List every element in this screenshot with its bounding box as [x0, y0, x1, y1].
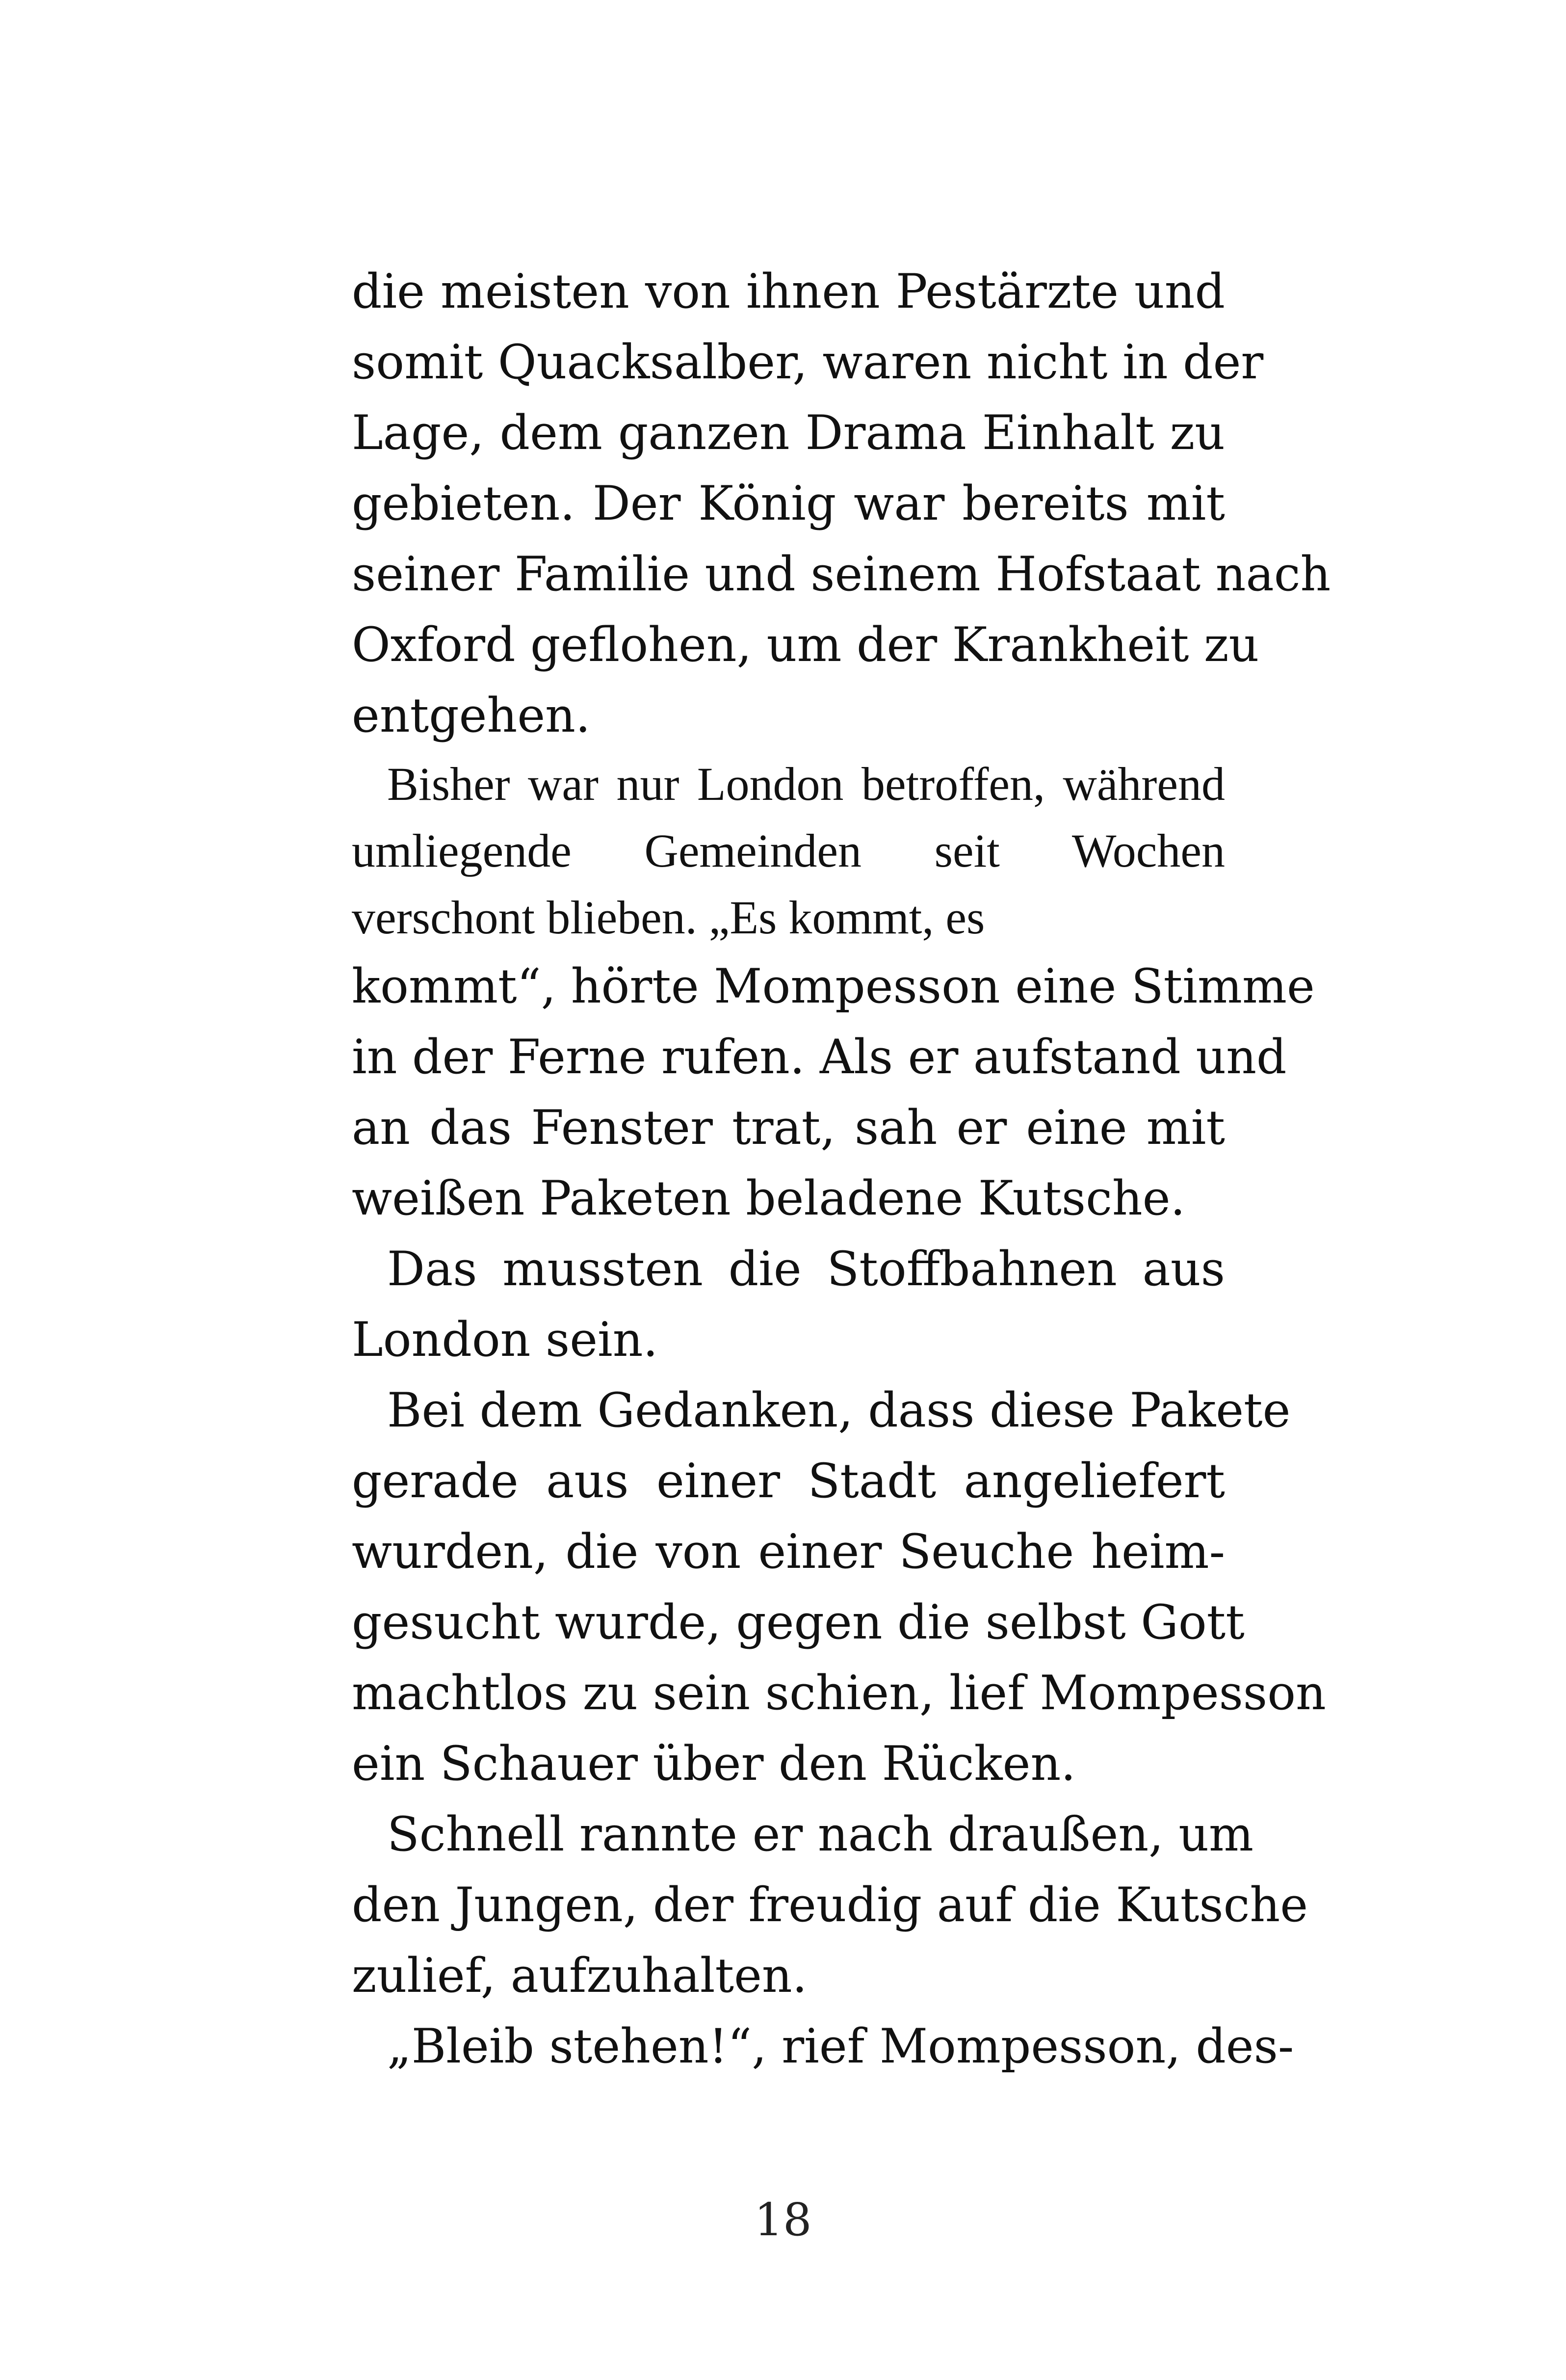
text-line: ein Schauer über den Rücken. — [352, 1736, 1076, 1791]
text-line: weißen Paketen beladene Kutsche. — [352, 1171, 1186, 1226]
text-line: Schnell rannte er nach draußen, um — [387, 1807, 1254, 1862]
text-line: Oxford geflohen, um der Krankheit zu — [352, 617, 1259, 672]
text-line: Bei dem Gedanken, dass diese Pakete — [387, 1383, 1291, 1438]
text-line: umliegende Gemeinden seit Wochen — [352, 824, 1225, 877]
paragraph — [352, 2011, 1294, 2082]
text-line: in der Ferne rufen. Als er aufstand und — [352, 1030, 1287, 1084]
text-line: verschont blieben. „Es kommt, es — [352, 891, 985, 944]
paragraph — [352, 1234, 1225, 1375]
page-number: 18 — [754, 2194, 812, 2246]
text-line: an das Fenster trat, sah er eine mit — [352, 1100, 1225, 1155]
text-line: die meisten von ihnen Pestärzte und — [352, 264, 1225, 319]
body-text — [352, 256, 1331, 2082]
text-line: Lage, dem ganzen Drama Einhalt zu — [352, 405, 1225, 460]
text-line: machtlos zu sein schien, lief Mompesson — [352, 1666, 1326, 1720]
text-line: gerade aus einer Stadt angeliefert — [352, 1454, 1225, 1508]
text-line: Bisher war nur London betroffen, während — [387, 758, 1225, 810]
text-line: den Jungen, der freudig auf die Kutsche — [352, 1878, 1308, 1932]
paragraph — [352, 1375, 1326, 1799]
text-line: gesucht wurde, gegen die selbst Gott — [352, 1595, 1245, 1650]
text-line: wurden, die von einer Seuche heim- — [352, 1524, 1225, 1579]
text-line: somit Quacksalber, waren nicht in der — [352, 335, 1264, 390]
text-line: zulief, aufzuhalten. — [352, 1948, 808, 2003]
paragraph — [352, 256, 1331, 751]
paragraph — [352, 951, 1315, 1234]
text-line: kommt“, hörte Mompesson eine Stimme — [352, 959, 1315, 1014]
text-line: „Bleib stehen!“, rief Mompesson, des- — [387, 2019, 1294, 2074]
paragraph — [352, 1799, 1308, 2011]
text-line: entgehen. — [352, 688, 591, 743]
text-line: Das mussten die Stoffbahnen aus — [387, 1242, 1225, 1296]
paragraph — [352, 751, 1225, 951]
text-line: London sein. — [352, 1312, 658, 1367]
text-line: gebieten. Der König war bereits mit — [352, 476, 1225, 531]
text-line: seiner Familie und seinem Hofstaat nach — [352, 547, 1331, 602]
